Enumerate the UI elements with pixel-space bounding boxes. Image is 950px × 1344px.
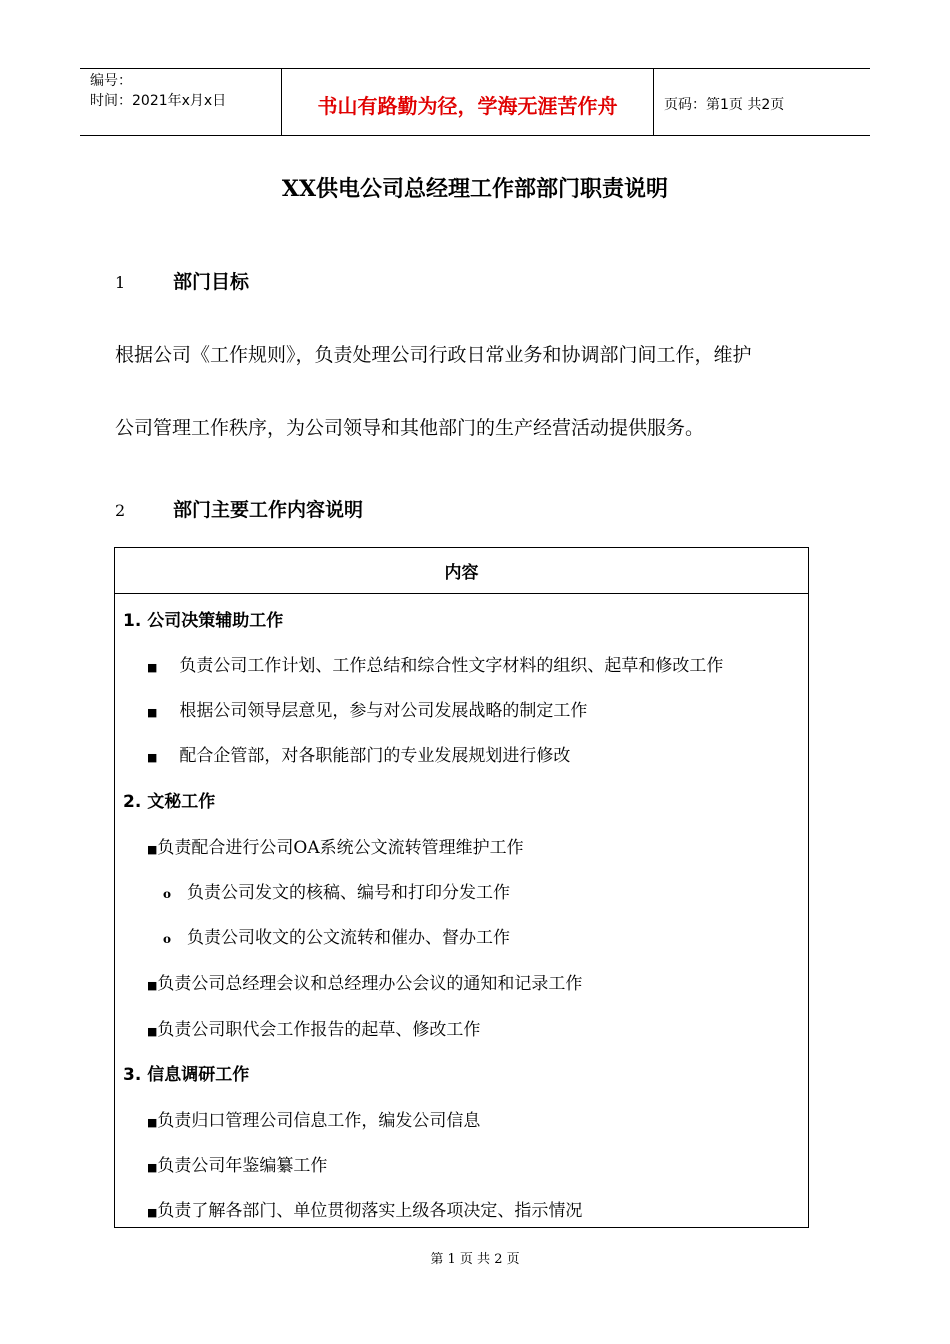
section-number: 2	[115, 501, 126, 520]
bullet-icon: ■	[147, 1025, 158, 1038]
bullet-icon: ■	[147, 1116, 158, 1129]
bullet-icon: ■	[147, 1206, 158, 1219]
list-item: ■负责配合进行公司OA系统公文流转管理维护工作	[147, 838, 524, 858]
table-header: 内容	[115, 548, 808, 594]
page-header	[80, 68, 870, 136]
header-meta	[80, 69, 281, 136]
section-1-line-2: 公司管理工作秩序，为公司领导和其他部门的生产经营活动提供服务。	[115, 417, 705, 439]
list-item: ■负责公司总经理会议和总经理办公会议的通知和记录工作	[147, 974, 583, 994]
circle-bullet-icon: o	[163, 887, 172, 901]
section-title: 部门目标	[173, 271, 250, 293]
list-item: ■负责公司职代会工作报告的起草、修改工作	[147, 1020, 481, 1040]
section-1-line-1: 根据公司《工作规则》，负责处理公司行政日常业务和协调部门间工作，维护	[115, 344, 752, 366]
time-label: 时间：2021年x月x日	[90, 93, 227, 109]
section-number: 1	[115, 273, 126, 292]
category-1: 1. 公司决策辅助工作	[123, 611, 284, 631]
header-motto: 书山有路勤为径，学海无涯苦作舟	[281, 69, 654, 136]
page-footer: 第 1 页 共 2 页	[430, 1252, 520, 1267]
list-item: ■ 配合企管部，对各职能部门的专业发展规划进行修改	[147, 746, 571, 766]
bullet-icon: ■	[147, 1161, 158, 1174]
section-title: 部门主要工作内容说明	[173, 499, 364, 521]
bullet-icon: ■	[147, 706, 158, 719]
category-3: 3. 信息调研工作	[123, 1065, 250, 1085]
bullet-icon: ■	[147, 979, 158, 992]
section-1-heading	[115, 267, 249, 294]
list-item: ■ 负责公司工作计划、工作总结和综合性文字材料的组织、起草和修改工作	[147, 656, 724, 676]
header-page-info: 页码：第1页 共2页	[664, 97, 785, 113]
bullet-icon: ■	[147, 843, 158, 856]
section-2-heading	[115, 495, 363, 522]
duties-table	[114, 547, 809, 1228]
list-item: ■负责归口管理公司信息工作，编发公司信息	[147, 1111, 481, 1131]
list-item: ■负责了解各部门、单位贯彻落实上级各项决定、指示情况	[147, 1201, 583, 1221]
list-item: ■ 根据公司领导层意见，参与对公司发展战略的制定工作	[147, 701, 588, 721]
bullet-icon: ■	[147, 751, 158, 764]
category-2: 2. 文秘工作	[123, 792, 216, 812]
document-title: XX供电公司总经理工作部部门职责说明	[281, 176, 669, 202]
sub-list-item: o 负责公司收文的公文流转和催办、督办工作	[163, 928, 511, 948]
circle-bullet-icon: o	[163, 932, 172, 946]
number-label: 编号：	[90, 73, 132, 89]
sub-list-item: o 负责公司发文的核稿、编号和打印分发工作	[163, 883, 511, 903]
list-item: ■负责公司年鉴编纂工作	[147, 1156, 328, 1176]
bullet-icon: ■	[147, 661, 158, 674]
